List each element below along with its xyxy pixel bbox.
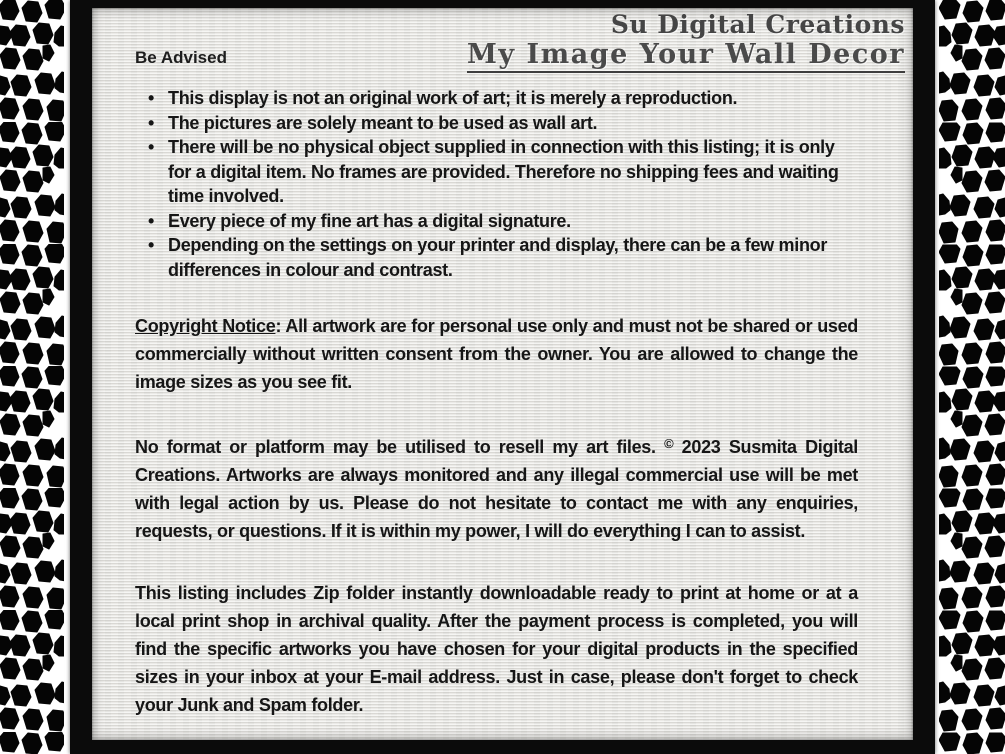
- bullet-item: • This display is not an original work of art; it is merely a reproduction.: [168, 86, 858, 111]
- brand-title: Su Digital Creations: [610, 10, 905, 39]
- paper-sheet: [92, 8, 913, 740]
- copyright-notice-lead: Copyright Notice: [135, 316, 276, 336]
- header: [467, 10, 905, 73]
- brand-tagline: My Image Your Wall Decor: [467, 40, 905, 73]
- advisory-bullet-list: [135, 86, 858, 282]
- bullet-item: • The pictures are solely meant to be used as wall art.: [168, 111, 858, 136]
- bullet-item: • Depending on the settings on your printer and display, there can be a few minor differences in colour and contrast.: [168, 233, 858, 282]
- copyright-notice-text: : All artwork are for personal use only and must not be shared or used commercially without written consent from the owner. You are allowed to change the image sizes as you see fit.: [135, 316, 859, 392]
- bullet-item: • Every piece of my fine art has a digital signature.: [168, 209, 858, 234]
- listing-details-paragraph: This listing includes Zip folder instantly downloadable ready to print at home or at a local print shop in archival quality. After the payment process is completed, you will find the specific artworks you have chosen for your digital products in the specified sizes in your inbox at your E-mail address. Just in case, please don't forget to check your Junk and Spam folder.: [135, 583, 858, 715]
- document-frame: [70, 0, 935, 754]
- copyright-symbol: ©: [664, 436, 674, 451]
- copyright-notice-paragraph: [135, 312, 858, 396]
- resell-text-before: No format or platform may be utilised to resell my art files.: [135, 437, 656, 457]
- mosaic-strip-left: [0, 0, 64, 754]
- notice-content: [135, 86, 858, 719]
- resell-policy-paragraph: [135, 430, 858, 545]
- resell-text-after: 2023 Susmita Digital Creations. Artworks are always monitored and any illegal commercial use will be met with legal action by us. Please do not hesitate to contact me with any enquiries, requests, or questions. If it is within my power, I will do everything I can to assist.: [135, 437, 858, 541]
- bullet-item: • There will be no physical object supplied in connection with this listing; it is only for a digital item. No frames are provided. Therefore no shipping fees and waiting time involved.: [168, 135, 858, 209]
- be-advised-heading: Be Advised: [135, 48, 227, 67]
- mosaic-strip-right: [939, 0, 1005, 754]
